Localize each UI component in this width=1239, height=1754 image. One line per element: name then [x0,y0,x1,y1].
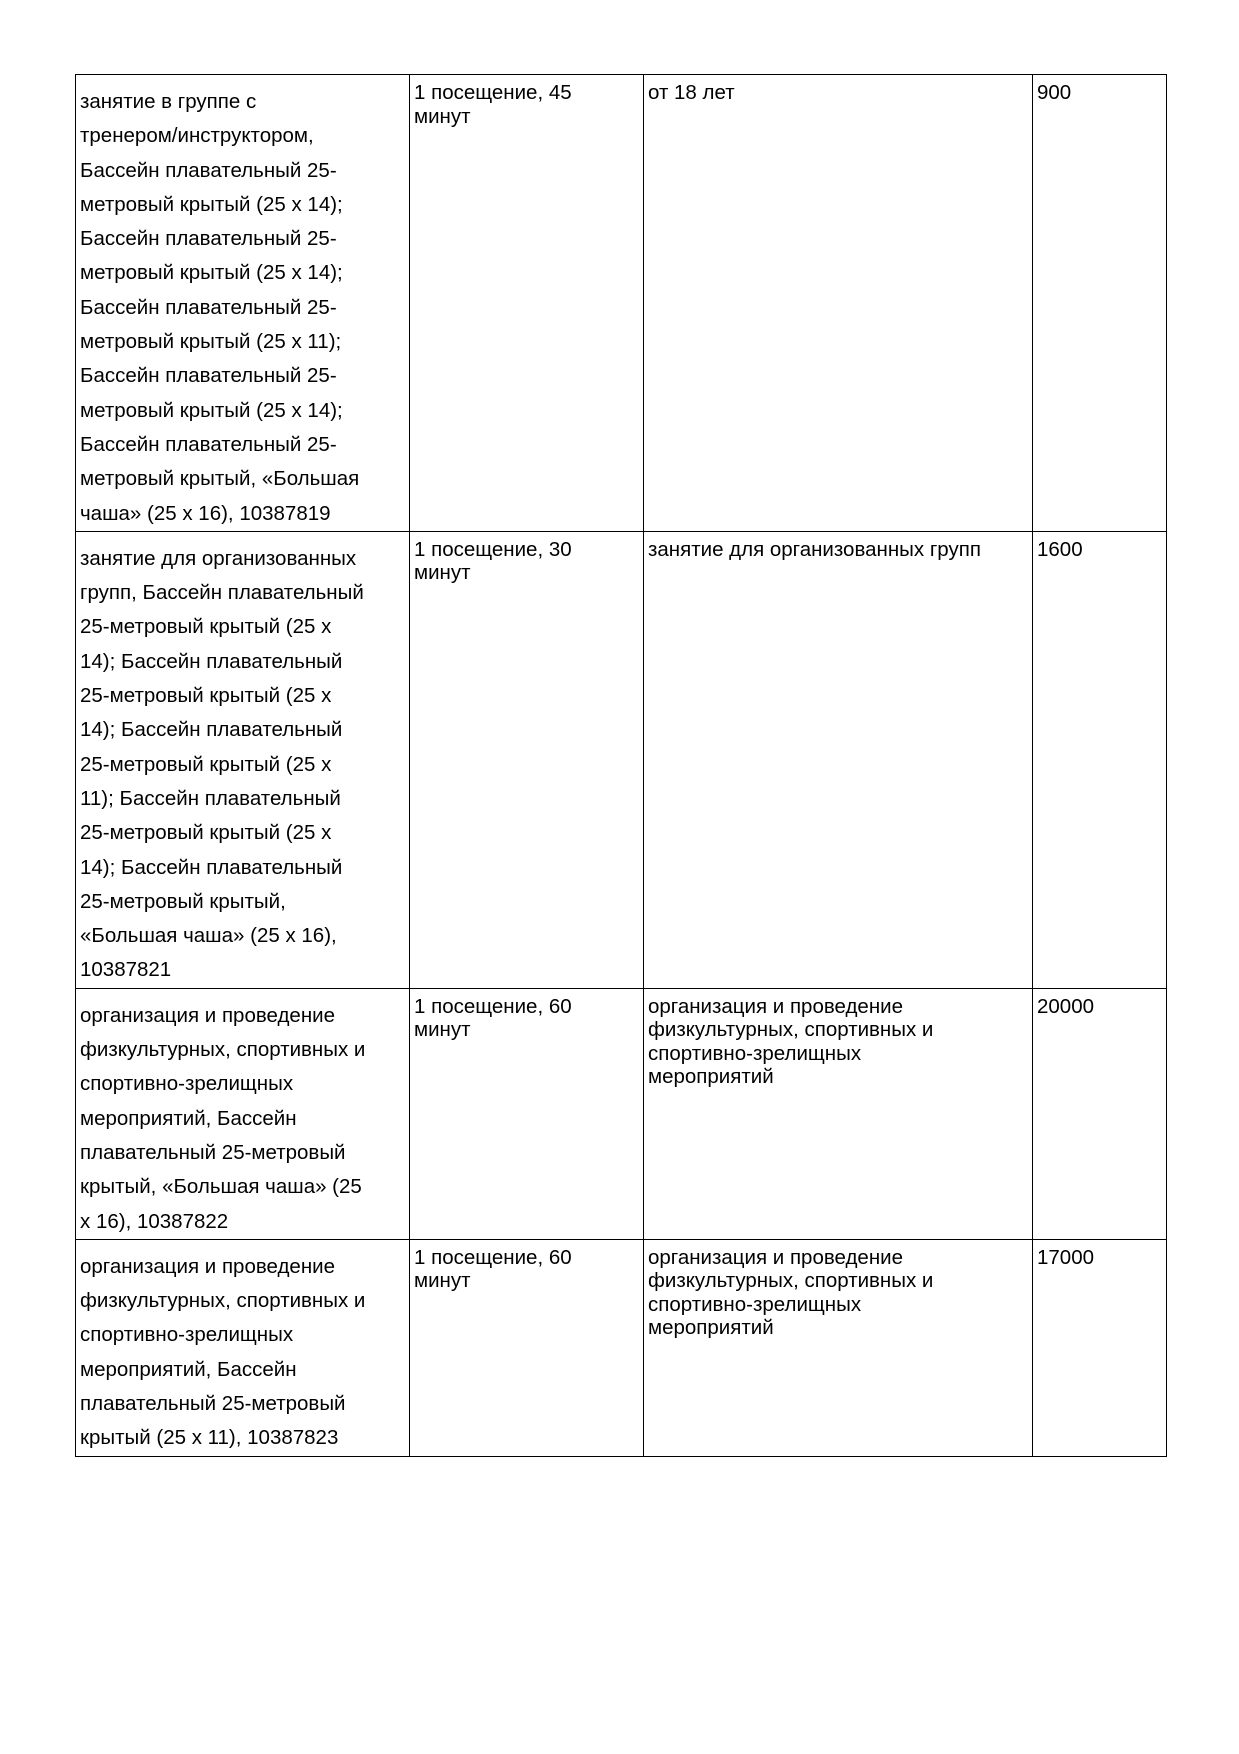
price-value: 1600 [1037,537,1083,561]
price-cell [1033,988,1167,1239]
service-description-cell [76,988,410,1239]
price-value: 20000 [1037,994,1095,1018]
visit-duration: 1 посещение, 30 минут [414,537,572,585]
service-description: занятие в группе с тренером/инструктором, Бассейн плавательный 25- метровый крытый (25 х 14); Бассейн плавательный 25- метровый крытый (25 х 14); Бассейн плавательный 25- метровый крытый (25 х 11); Бассейн плавательный 25- метровый крытый (25 х 14); Бассейн плавательный 25- метровый крытый, «Большая чаша» (25 х 16), 10387819 [80,90,360,525]
duration-cell [410,75,644,532]
service-description-cell [76,1239,410,1456]
service-description-cell [76,531,410,988]
service-description-cell [76,75,410,532]
visit-duration: 1 посещение, 60 минут [414,994,572,1042]
price-cell [1033,531,1167,988]
category-cell [644,75,1033,532]
price-value: 17000 [1037,1245,1095,1269]
table-row [76,531,1167,988]
duration-cell [410,988,644,1239]
client-category: организация и проведение физкультурных, спортивных и спортивно-зрелищных мероприятий [648,994,934,1089]
client-category: организация и проведение физкультурных, спортивных и спортивно-зрелищных мероприятий [648,1245,934,1340]
duration-cell [410,1239,644,1456]
duration-cell [410,531,644,988]
table-row [76,75,1167,532]
service-description: организация и проведение физкультурных, спортивных и спортивно-зрелищных мероприятий, Бассейн плавательный 25-метровый крытый (25 х 11), 10387823 [80,1254,366,1450]
price-value: 900 [1037,81,1072,104]
price-list-page [75,74,1166,1457]
table-row [76,1239,1167,1456]
category-cell [644,988,1033,1239]
price-table [75,74,1167,1457]
category-cell [644,1239,1033,1456]
table-row [76,988,1167,1239]
client-category: занятие для организованных групп [648,537,981,561]
client-category: от 18 лет [648,81,735,104]
price-cell [1033,1239,1167,1456]
category-cell [644,531,1033,988]
service-description: занятие для организованных групп, Бассейн плавательный 25-метровый крытый (25 х 14); Бассейн плавательный 25-метровый крытый (25 х 14); Бассейн плавательный 25-метровый крытый (25 х 11); Бассейн плавательный 25-метровый крытый (25 х 14); Бассейн плавательный 25-метровый крытый, «Большая чаша» (25 х 16), 10387821 [80,546,364,982]
visit-duration: 1 посещение, 60 минут [414,1245,572,1293]
service-description: организация и проведение физкультурных, спортивных и спортивно-зрелищных мероприятий, Бассейн плавательный 25-метровый крытый, «Большая чаша» (25 х 16), 10387822 [80,1003,366,1233]
price-cell [1033,75,1167,532]
visit-duration: 1 посещение, 45 минут [414,81,572,128]
